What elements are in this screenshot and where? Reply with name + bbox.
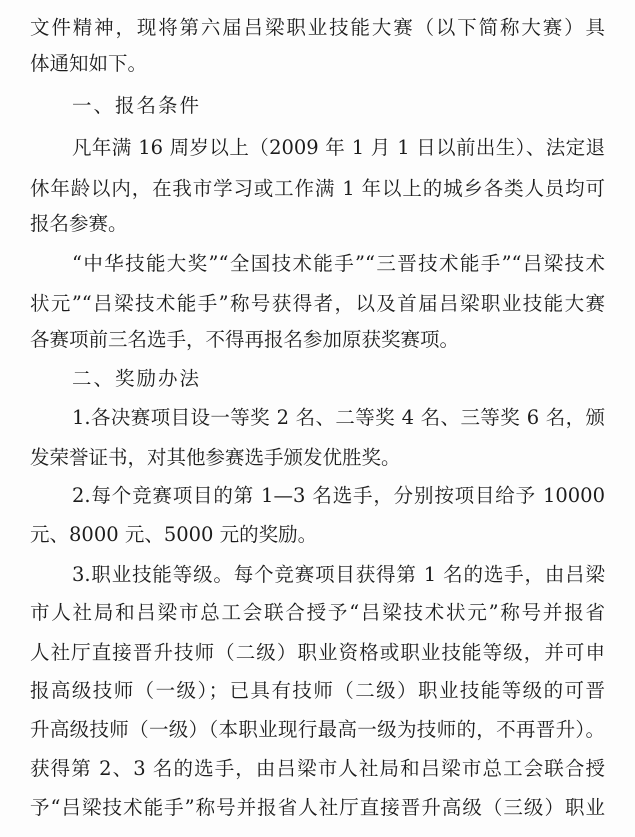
section-heading-registration: 一、报名条件 bbox=[72, 94, 202, 117]
text-line-12: 发荣誉证书，对其他参赛选手颁发优胜奖。 bbox=[30, 446, 401, 469]
text-line-21: 予“吕梁技术能手”称号并报省人社厅直接晋升高级（三级）职业 bbox=[30, 796, 605, 819]
text-line-5: 休年龄以内，在我市学习或工作满 1 年以上的城乡各类人员均可 bbox=[30, 177, 605, 200]
text-line-2: 体通知如下。 bbox=[30, 52, 148, 75]
text-line-1: 文件精神，现将第六届吕梁职业技能大赛（以下简称大赛）具 bbox=[30, 16, 605, 39]
text-line-8: 状元”“吕梁技术能手”称号获得者，以及首届吕梁职业技能大赛 bbox=[30, 292, 605, 315]
text-line-9: 各赛项前三名选手，不得再报名参加原获奖赛项。 bbox=[30, 328, 460, 351]
text-line-15: 3.职业技能等级。每个竞赛项目获得第 1 名的选手，由吕梁 bbox=[72, 563, 605, 586]
text-line-18: 报高级技师（一级）；已具有技师（二级）职业技能等级的可晋 bbox=[30, 679, 605, 702]
text-line-6: 报名参赛。 bbox=[30, 212, 128, 235]
text-line-20: 获得第 2、3 名的选手，由吕梁市人社局和吕梁市总工会联合授 bbox=[30, 757, 605, 780]
text-line-7: “中华技能大奖”“全国技术能手”“三晋技术能手”“吕梁技术 bbox=[72, 252, 605, 275]
text-line-19: 升高级技师（一级）（本职业现行最高一级为技师的，不再晋升）。 bbox=[30, 718, 605, 741]
text-line-17: 人社厅直接晋升技师（二级）职业资格或职业技能等级，并可申 bbox=[30, 641, 605, 664]
text-line-11: 1.各决赛项目设一等奖 2 名、二等奖 4 名、三等奖 6 名，颁 bbox=[72, 406, 605, 429]
text-line-14: 元、8000 元、5000 元的奖励。 bbox=[30, 523, 318, 546]
section-heading-rewards: 二、奖励办法 bbox=[72, 367, 202, 390]
text-line-4: 凡年满 16 周岁以上（2009 年 1 月 1 日以前出生）、法定退 bbox=[72, 136, 605, 159]
text-line-13: 2.每个竞赛项目的第 1—3 名选手，分别按项目给予 10000 bbox=[72, 484, 605, 507]
text-line-16: 市人社局和吕梁市总工会联合授予“吕梁技术状元”称号并报省 bbox=[30, 601, 605, 624]
